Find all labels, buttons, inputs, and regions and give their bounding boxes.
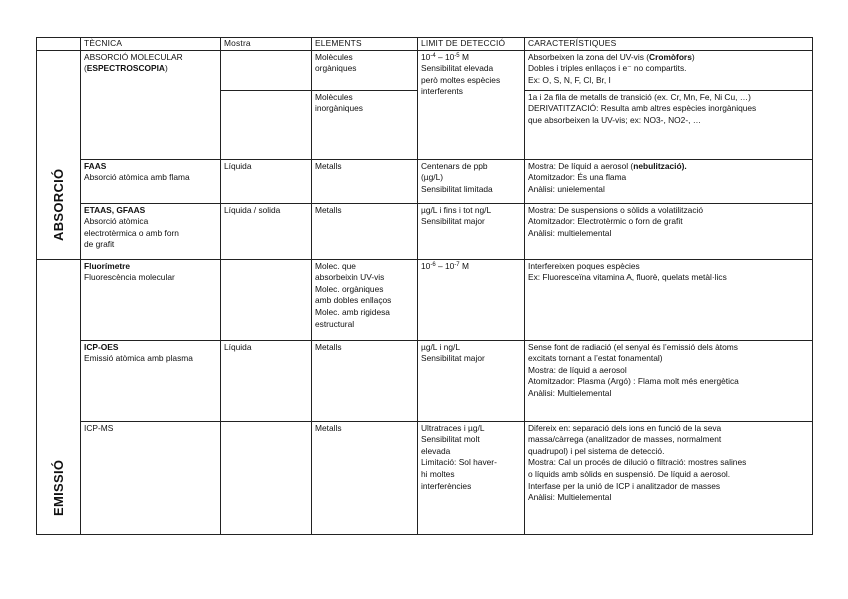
- table-row-fluorimetre: [37, 259, 813, 340]
- cell-elements-am-2: Molècules inorgàniques: [312, 90, 418, 159]
- header-tecnica: TÈCNICA: [81, 38, 221, 51]
- cell-mostra-icpms: [221, 421, 312, 534]
- group-label-absorcio: ABSORCIÓ: [50, 168, 66, 241]
- header-elements: ELEMENTS: [312, 38, 418, 51]
- header-group: [37, 38, 81, 51]
- table-row-icp-ms: [37, 421, 813, 534]
- table-row-faas: [37, 159, 813, 203]
- cell-tecnica-am: [81, 50, 221, 159]
- table-row-absorcio-molecular-organic: [37, 50, 813, 90]
- cell-car-icpms: Difereix en: separació dels ions en funció de la seva massa/càrrega (analitzador de masses, normalment quadrupol) i pel sistema de detecció. Mostra: Cal un procés de dilució o filtració: mostres salines o líquids amb sòlids en suspensió. De líquid a aerosol. Interfase per la unió de ICP i analitzador de masses Anàlisi: Multielemental: [525, 421, 813, 534]
- cell-car-am-2: 1a i 2a fila de metalls de transició (ex. Cr, Mn, Fe, Ni Cu, …) DERIVATITZACIÓ: Resulta amb altres espècies inorgàniques que absorbeixen la UV-vis; ex: NO3-, NO2-, …: [525, 90, 813, 159]
- header-caracteristiques: CARACTERÍSTIQUES: [525, 38, 813, 51]
- cell-tecnica-icpms: ICP-MS: [81, 421, 221, 534]
- table-row-icp-oes: [37, 340, 813, 421]
- cell-elements-etaas: Metalls: [312, 203, 418, 259]
- group-emissio: [37, 259, 81, 534]
- cell-limit-icpms: Ultratraces i µg/L Sensibilitat molt elevada Limitació: Sol haver- hi moltes interferències: [418, 421, 525, 534]
- cell-limit-am: $10^{-4} - 10^{-5}$ M Sensibilitat elevada però moltes espècies interferents: [418, 50, 525, 159]
- cell-mostra-am-1: [221, 50, 312, 90]
- header-limit: LIMIT DE DETECCIÓ: [418, 38, 525, 51]
- cell-elements-am-1: Molècules orgàniques: [312, 50, 418, 90]
- cell-elements-faas: Metalls: [312, 159, 418, 203]
- cell-tecnica-fluor: Fluorímetre Fluorescència molecular: [81, 259, 221, 340]
- cell-car-faas: Mostra: De líquid a aerosol (nebulització). Atomitzador: És una flama Anàlisi: unielemental: [525, 159, 813, 203]
- cell-mostra-fluor: [221, 259, 312, 340]
- cell-elements-fluor: Molec. que absorbeixin UV-vis Molec. orgàniques amb dobles enllaços Molec. amb rigidesa estructural: [312, 259, 418, 340]
- cell-limit-faas: Centenars de ppb (µg/L) Sensibilitat limitada: [418, 159, 525, 203]
- cell-elements-icpms: Metalls: [312, 421, 418, 534]
- cell-mostra-am-2: [221, 90, 312, 159]
- cell-car-etaas: Mostra: De suspensions o sòlids a volatilització Atomitzador: Electrotèrmic o forn de grafit Anàlisi: multielemental: [525, 203, 813, 259]
- cell-elements-icpoes: Metalls: [312, 340, 418, 421]
- tecnica-subname: (ESPECTROSCOPIA): [84, 63, 168, 74]
- cell-car-fluor: Interfereixen poques espècies Ex: Fluoresceïna vitamina A, fluorè, quelats metàl·lics: [525, 259, 813, 340]
- cell-tecnica-icpoes: ICP-OES Emissió atòmica amb plasma: [81, 340, 221, 421]
- header-mostra: Mostra: [221, 38, 312, 51]
- techniques-table: [36, 37, 813, 535]
- cell-limit-fluor: $10^{-6} - 10^{-7}$ M: [418, 259, 525, 340]
- cell-mostra-icpoes: Líquida: [221, 340, 312, 421]
- cell-tecnica-etaas: ETAAS, GFAAS Absorció atòmica electrotèrmica o amb forn de grafit: [81, 203, 221, 259]
- header-row: [37, 38, 813, 51]
- group-label-emissio: EMISSIÓ: [50, 459, 66, 516]
- cell-tecnica-faas: FAAS Absorció atòmica amb flama: [81, 159, 221, 203]
- cell-limit-icpoes: µg/L i ng/L Sensibilitat major: [418, 340, 525, 421]
- group-absorcio: [37, 50, 81, 259]
- cell-mostra-faas: Líquida: [221, 159, 312, 203]
- cell-car-icpoes: Sense font de radiació (el senyal és l’emissió dels àtoms excitats tornant a l’estat fonamental) Mostra: de líquid a aerosol Atomitzador: Plasma (Argó) : Flama molt més energètica Anàlisi: Multielemental: [525, 340, 813, 421]
- cell-mostra-etaas: Líquida / solida: [221, 203, 312, 259]
- cell-car-am-1: Absorbeixen la zona del UV-vis (Cromòfors) Dobles i triples enllaços i e⁻ no compartits. Ex: O, S, N, F, Cl, Br, I: [525, 50, 813, 90]
- tecnica-name: ABSORCIÓ MOLECULAR: [84, 51, 183, 62]
- table-row-etaas: [37, 203, 813, 259]
- cell-limit-etaas: µg/L i fins i tot ng/L Sensibilitat major: [418, 203, 525, 259]
